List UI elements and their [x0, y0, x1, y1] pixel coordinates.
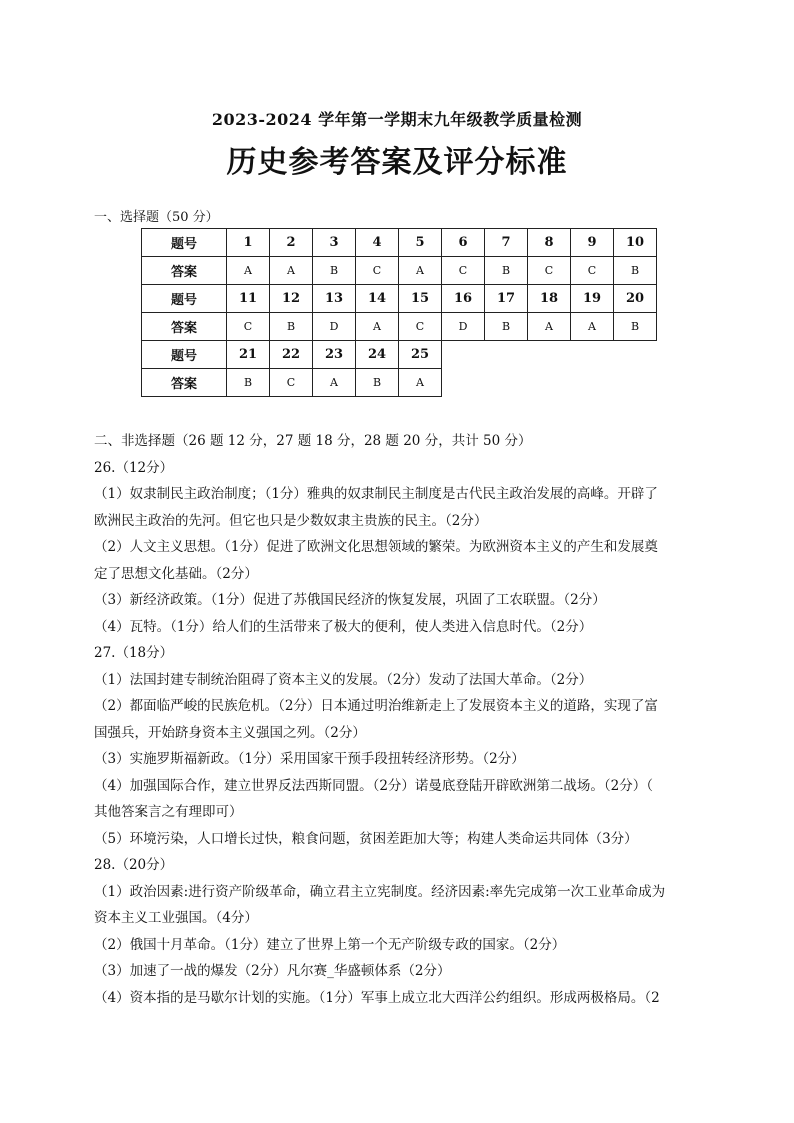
answer-cell: A — [399, 257, 442, 285]
answer-cell: B — [227, 369, 270, 397]
answer-table — [141, 228, 657, 397]
row-label: 答案 — [142, 257, 227, 285]
answer-line: 其他答案言之有理即可） — [94, 804, 243, 820]
row-label: 题号 — [142, 285, 227, 313]
table-row — [142, 229, 657, 257]
table-row — [142, 257, 657, 285]
answer-cell: A — [356, 313, 399, 341]
answer-line: 欧洲民主政治的先河。但它也只是少数奴隶主贵族的民主。（2分） — [94, 512, 488, 529]
answer-cell: D — [442, 313, 485, 341]
answer-line: 27.（18分） — [94, 645, 174, 661]
table-row — [142, 313, 657, 341]
table-blank — [442, 341, 657, 369]
table-blank — [442, 369, 657, 397]
question-number: 1 — [227, 229, 270, 257]
answer-cell: C — [442, 257, 485, 285]
answer-line: （4）资本指的是马歇尔计划的实施。（1分）军事上成立北大西洋公约组织。形成两极格局。（2 — [94, 989, 660, 1006]
answer-cell: A — [270, 257, 313, 285]
question-number: 20 — [614, 285, 657, 313]
page-title: 历史参考答案及评分标准 — [226, 145, 568, 180]
question-number: 10 — [614, 229, 657, 257]
section-2-heading: 二、非选择题（26 题 12 分，27 题 18 分，28 题 20 分，共计 50 分） — [94, 433, 532, 449]
answer-line: （3）新经济政策。（1分）促进了苏俄国民经济的恢复发展，巩固了工农联盟。（2分） — [94, 592, 606, 608]
section-1-heading: 一、选择题（50 分） — [94, 210, 219, 225]
answer-line: （2）人文主义思想。（1分）促进了欧洲文化思想领域的繁荣。为欧洲资本主义的产生和发展奠 — [94, 539, 658, 555]
answer-cell: A — [227, 257, 270, 285]
question-number: 9 — [571, 229, 614, 257]
answer-cell: B — [356, 369, 399, 397]
answer-cell: B — [614, 257, 657, 285]
question-number: 19 — [571, 285, 614, 313]
answer-line: （1）政治因素:进行资产阶级革命，确立君主立宪制度。经济因素:率先完成第一次工业革命成为 — [94, 883, 666, 900]
answer-cell: C — [356, 257, 399, 285]
answer-line: （2）俄国十月革命。（1分）建立了世界上第一个无产阶级专政的国家。（2分） — [94, 936, 566, 953]
question-number: 15 — [399, 285, 442, 313]
question-number: 22 — [270, 341, 313, 369]
answer-cell: B — [485, 257, 528, 285]
answer-cell: C — [270, 369, 313, 397]
exam-subtitle: 2023-2024 学年第一学期末九年级教学质量检测 — [211, 110, 583, 129]
answer-line: （1）奴隶制民主政治制度；（1分）雅典的奴隶制民主制度是古代民主政治发展的高峰。开辟了 — [94, 486, 658, 502]
answer-line: 国强兵，开始跻身资本主义强国之列。（2分） — [94, 724, 366, 741]
question-number: 17 — [485, 285, 528, 313]
question-number: 6 — [442, 229, 485, 257]
table-row — [142, 341, 657, 369]
answer-cell: B — [614, 313, 657, 341]
row-label: 答案 — [142, 313, 227, 341]
answer-cell: A — [313, 369, 356, 397]
row-label: 答案 — [142, 369, 227, 397]
answer-cell: A — [528, 313, 571, 341]
question-number: 3 — [313, 229, 356, 257]
answer-line: 26.（12分） — [94, 459, 174, 476]
table-row — [142, 285, 657, 313]
answer-line: 定了思想文化基础。（2分） — [94, 565, 258, 582]
question-number: 5 — [399, 229, 442, 257]
answer-cell: C — [399, 313, 442, 341]
question-number: 23 — [313, 341, 356, 369]
answer-line: （4）加强国际合作，建立世界反法西斯同盟。（2分）诺曼底登陆开辟欧洲第二战场。（2分）（ — [94, 777, 654, 794]
question-number: 12 — [270, 285, 313, 313]
answer-cell: C — [528, 257, 571, 285]
non-choice-answers — [94, 428, 714, 1011]
answer-line: （2）都面临严峻的民族危机。（2分）日本通过明治维新走上了发展资本主义的道路，实现了富 — [94, 698, 658, 714]
answer-line: （3）加速了一战的爆发（2分）凡尔赛_华盛顿体系（2分） — [94, 963, 451, 979]
question-number: 4 — [356, 229, 399, 257]
answer-line: （5）环境污染，人口增长过快，粮食问题，贫困差距加大等；构建人类命运共同体（3分） — [94, 830, 638, 847]
answer-cell: C — [227, 313, 270, 341]
question-number: 13 — [313, 285, 356, 313]
question-number: 7 — [485, 229, 528, 257]
answer-line: （1）法国封建专制统治阻碍了资本主义的发展。（2分）发动了法国大革命。（2分） — [94, 671, 593, 688]
answer-cell: B — [313, 257, 356, 285]
question-number: 25 — [399, 341, 442, 369]
answer-line: （4）瓦特。（1分）给人们的生活带来了极大的便利，使人类进入信息时代。（2分） — [94, 618, 593, 635]
question-number: 8 — [528, 229, 571, 257]
answer-cell: A — [399, 369, 442, 397]
question-number: 16 — [442, 285, 485, 313]
row-label: 题号 — [142, 341, 227, 369]
question-number: 18 — [528, 285, 571, 313]
question-number: 14 — [356, 285, 399, 313]
answer-line: 资本主义工业强国。（4分） — [94, 910, 258, 926]
question-number: 2 — [270, 229, 313, 257]
answer-line: 28.（20分） — [94, 857, 174, 873]
question-number: 21 — [227, 341, 270, 369]
answer-cell: A — [571, 313, 614, 341]
question-number: 24 — [356, 341, 399, 369]
answer-cell: C — [571, 257, 614, 285]
question-number: 11 — [227, 285, 270, 313]
answer-cell: D — [313, 313, 356, 341]
row-label: 题号 — [142, 229, 227, 257]
answer-cell: B — [485, 313, 528, 341]
table-row — [142, 369, 657, 397]
answer-cell: B — [270, 313, 313, 341]
answer-line: （3）实施罗斯福新政。（1分）采用国家干预手段扭转经济形势。（2分） — [94, 751, 525, 767]
